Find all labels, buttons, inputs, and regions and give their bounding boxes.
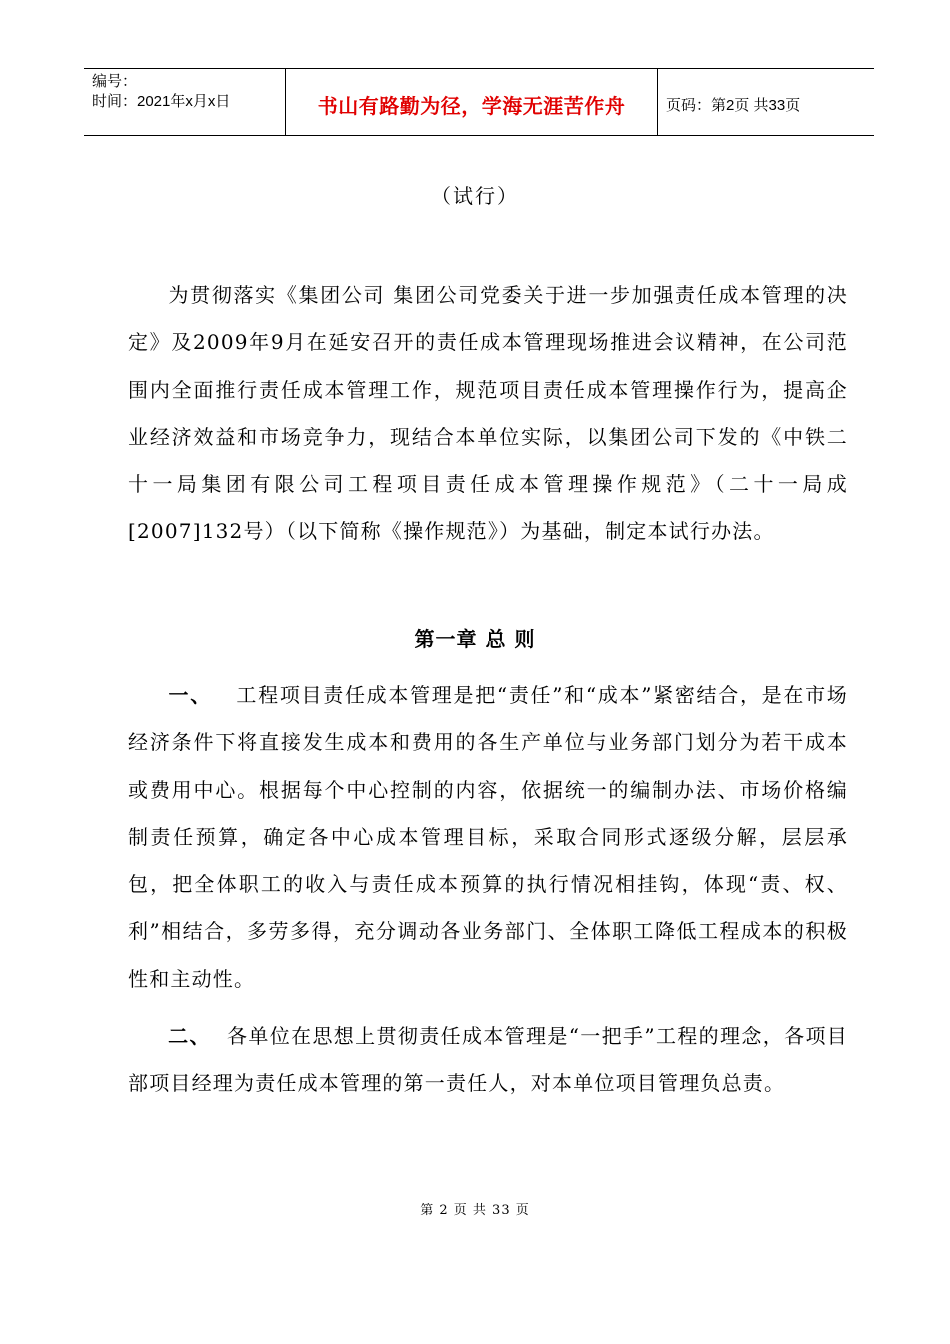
article-text: 工程项目责任成本管理是把“责任”和“成本”紧密结合，是在市场经济条件下将直接发生成本和费用的各生产单位与业务部门划分为若干成本或费用中心。根据每个中心控制的内容，依据统一的编制办法、市场价格编制责任预算，确定各中心成本管理目标，采取合同形式逐级分解，层层承包，把全体职工的收入与责任成本预算的执行情况相挂钩，体现“责、权、利”相结合，多劳多得，充分调动各业务部门、全体职工降低工程成本的积极性和主动性。: [128, 683, 848, 991]
article-paragraph: [128, 672, 848, 1003]
article-text: 各单位在思想上贯彻责任成本管理是“一把手”工程的理念，各项目部项目经理为责任成本管理的第一责任人，对本单位项目管理负总责。: [128, 1024, 848, 1096]
article-paragraph: [128, 1013, 848, 1108]
header-motto: 书山有路勤为径，学海无涯苦作舟: [317, 93, 626, 118]
document-number-label: 编号：: [92, 73, 138, 90]
page-footer: 第 2 页 共 33 页: [420, 1203, 530, 1218]
chapter-title: 第一章 总 则: [414, 627, 536, 651]
header-page-info: [658, 69, 874, 135]
intro-text: 为贯彻落实《集团公司 集团公司党委关于进一步加强责任成本管理的决定》及2009年9月在延安召开的责任成本管理现场推进会议精神，在公司范围内全面推行责任成本管理工作，规范项目责任成本管理操作行为，提高企业经济效益和市场竞争力，现结合本单位实际，以集团公司下发的《中铁二十一局集团有限公司工程项目责任成本管理操作规范》（二十一局成[2007]132号）（以下简称《操作规范》）为基础，制定本试行办法。: [128, 283, 848, 544]
article-number: 一、: [168, 683, 212, 707]
article-number: 二、: [168, 1024, 211, 1048]
document-subtitle: （试行）: [431, 184, 519, 208]
header-motto-cell: [286, 69, 658, 135]
page-header: [84, 68, 874, 136]
header-meta: [84, 69, 286, 135]
intro-paragraph: [128, 272, 848, 556]
document-date: 时间：2021年x月x日: [92, 93, 231, 110]
header-page-number: 页码：第2页 共33页: [666, 96, 801, 114]
